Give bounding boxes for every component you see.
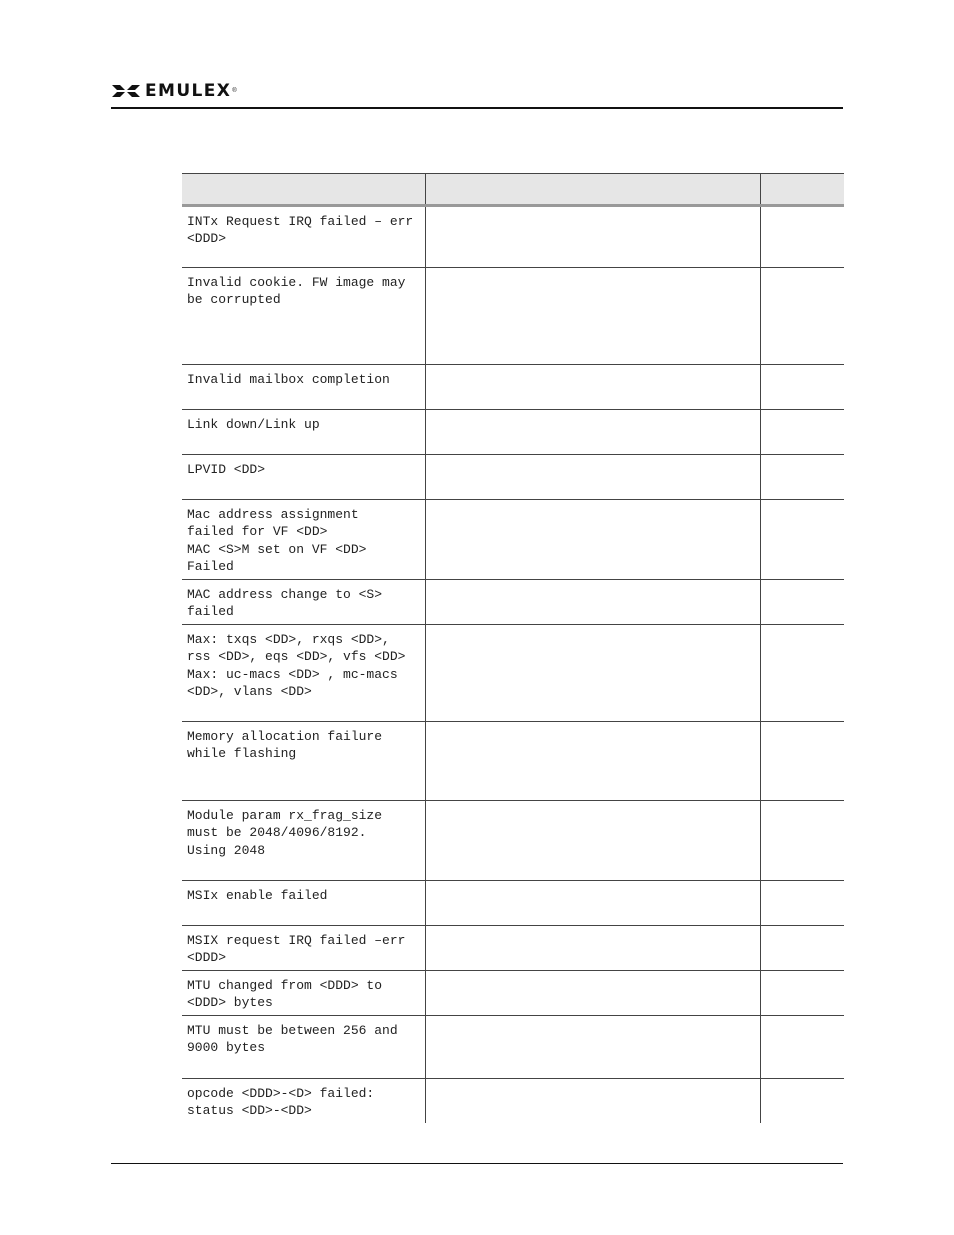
message-cell: MTU changed from <DDD> to <DDD> bytes (182, 971, 425, 1016)
message-cell: Link down/Link up (182, 410, 425, 455)
column-header-type (760, 174, 844, 206)
type-cell (760, 455, 844, 500)
type-cell (760, 722, 844, 801)
table-row (182, 1079, 844, 1123)
message-cell: MTU must be between 256 and 9000 bytes (182, 1016, 425, 1079)
table-row (182, 1016, 844, 1079)
footer-divider (111, 1163, 843, 1164)
table-row (182, 268, 844, 365)
description-cell (425, 500, 760, 580)
column-header-message (182, 174, 425, 206)
description-cell (425, 926, 760, 971)
type-cell (760, 500, 844, 580)
type-cell (760, 365, 844, 410)
message-cell: MAC address change to <S> failed (182, 580, 425, 625)
header-divider (111, 107, 843, 109)
table-row (182, 801, 844, 881)
description-cell (425, 455, 760, 500)
table-header-row (182, 174, 844, 206)
description-cell (425, 625, 760, 722)
message-cell: opcode <DDD>-<D> failed: status <DD>-<DD> (187, 1086, 375, 1119)
description-cell (425, 580, 760, 625)
message-cell: INTx Request IRQ failed – err <DDD> (182, 206, 425, 268)
type-cell (760, 206, 844, 268)
table-row (182, 206, 844, 268)
table-row (182, 881, 844, 926)
table-row (182, 500, 844, 580)
logo-wordmark: EMULEX (145, 81, 232, 101)
table-row (182, 365, 844, 410)
description-cell (425, 206, 760, 268)
type-cell (760, 268, 844, 365)
messages-table (182, 173, 844, 1123)
message-cell: LPVID <DD> (182, 455, 425, 500)
message-cell: Mac address assignment failed for VF <DD> MAC <S>M set on VF <DD> Failed (182, 500, 425, 580)
emulex-logo (111, 80, 237, 102)
type-cell (760, 1079, 844, 1123)
logo-registered-mark: ® (232, 88, 237, 94)
page-header (111, 78, 843, 108)
table-row (182, 625, 844, 722)
table-row (182, 926, 844, 971)
table-row (182, 722, 844, 801)
message-cell: MSIX request IRQ failed –err <DDD> (182, 926, 425, 971)
description-cell (425, 365, 760, 410)
type-cell (760, 625, 844, 722)
description-cell (425, 410, 760, 455)
type-cell (760, 580, 844, 625)
description-cell (425, 881, 760, 926)
emulex-mark-icon (111, 83, 141, 99)
type-cell (760, 971, 844, 1016)
description-cell (425, 268, 760, 365)
message-cell: MSIx enable failed (182, 881, 425, 926)
type-cell (760, 410, 844, 455)
message-cell: Memory allocation failure while flashing (182, 722, 425, 801)
message-cell: Invalid mailbox completion (182, 365, 425, 410)
message-cell: Module param rx_frag_size must be 2048/4096/8192. Using 2048 (182, 801, 425, 881)
description-cell (425, 1016, 760, 1079)
table-row (182, 580, 844, 625)
type-cell (760, 1016, 844, 1079)
message-cell: Invalid cookie. FW image may be corrupted (182, 268, 425, 365)
description-cell (425, 722, 760, 801)
table-row (182, 455, 844, 500)
type-cell (760, 926, 844, 971)
column-header-description (425, 174, 760, 206)
table-row (182, 971, 844, 1016)
description-cell (425, 801, 760, 881)
type-cell (760, 801, 844, 881)
table-row (182, 410, 844, 455)
type-cell (760, 881, 844, 926)
description-cell (425, 1079, 760, 1123)
message-cell: Max: txqs <DD>, rxqs <DD>, rss <DD>, eqs <DD>, vfs <DD> Max: uc-macs <DD> , mc-macs <DD>, vlans <DD> (182, 625, 425, 722)
description-cell (425, 971, 760, 1016)
